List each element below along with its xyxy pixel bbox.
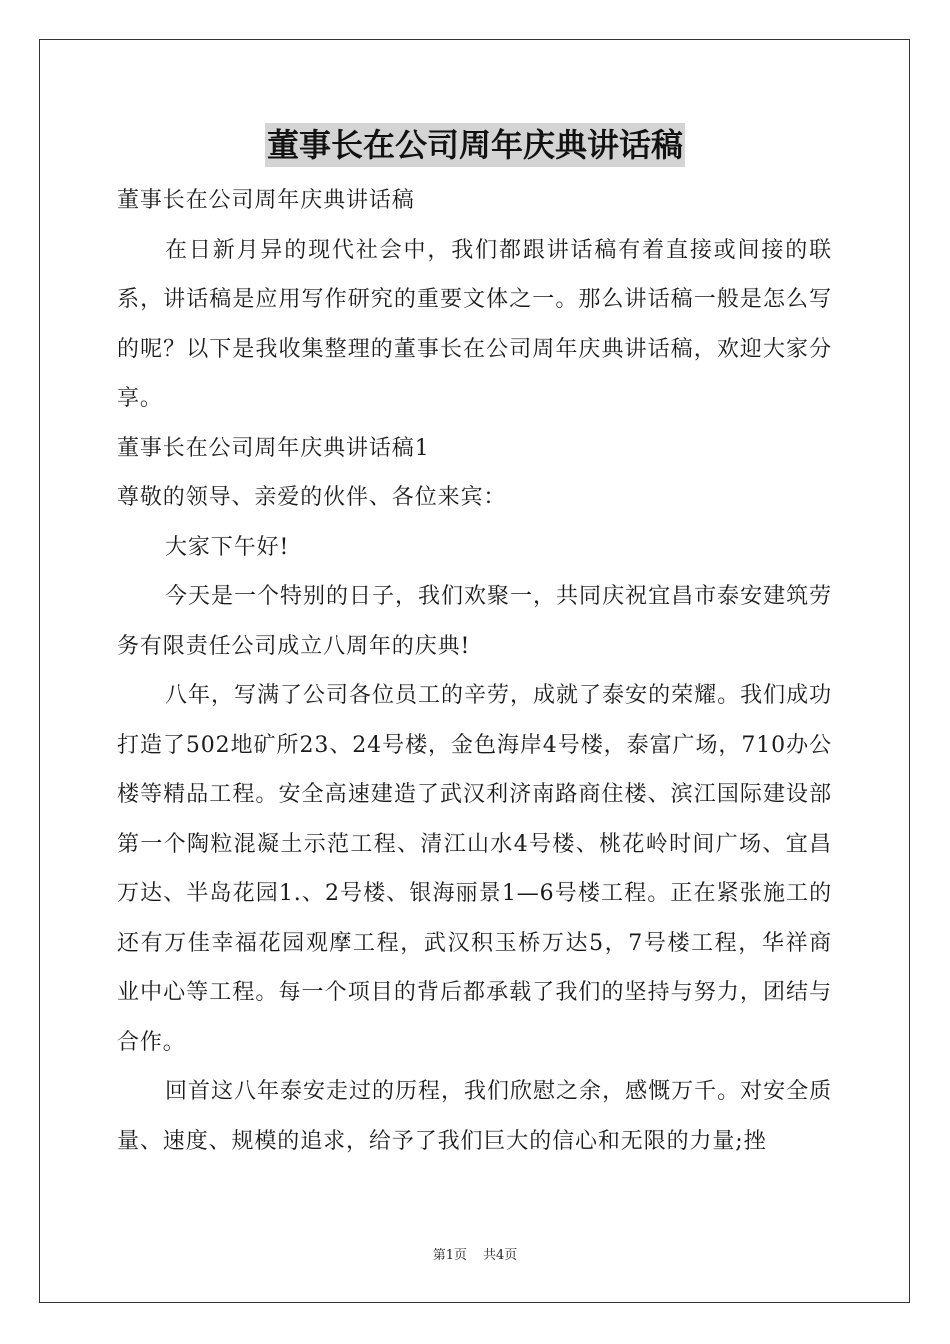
paragraph: 今天是一个特别的日子，我们欢聚一，共同庆祝宜昌市泰安建筑劳务有限责任公司成立八周年的庆典! bbox=[117, 584, 832, 659]
document-body bbox=[117, 176, 832, 1166]
paragraph: 大家下午好! bbox=[165, 534, 290, 560]
paragraph: 回首这八年泰安走过的历程，我们欣慰之余，感慨万千。对安全质量、速度、规模的追求，给予了我们巨大的信心和无限的力量;挫 bbox=[117, 1079, 832, 1154]
paragraph: 董事长在公司周年庆典讲话稿1 bbox=[117, 435, 430, 461]
page-footer bbox=[0, 1247, 950, 1265]
page-number-current: 第1页 bbox=[432, 1248, 467, 1263]
title-wrap bbox=[0, 123, 950, 167]
paragraph: 尊敬的领导、亲爱的伙伴、各位来宾： bbox=[117, 485, 507, 510]
page-number-total: 共4页 bbox=[483, 1248, 518, 1263]
document-title: 董事长在公司周年庆典讲话稿 bbox=[265, 123, 685, 167]
paragraph: 八年，写满了公司各位员工的辛劳，成就了泰安的荣耀。我们成功打造了502地矿所23、24号楼，金色海岸4号楼，泰富广场，710办公楼等精品工程。安全高速建造了武汉利济南路商住楼、滨江国际建设部第一个陶粒混凝土示范工程、清江山水4号楼、桃花岭时间广场、宜昌万达、半岛花园1.、2号楼、银海丽景1—6号楼工程。正在紧张施工的还有万佳幸福花园观摩工程，武汉积玉桥万达5，7号楼工程，华祥商业中心等工程。每一个项目的背后都承载了我们的坚持与努力，团结与合作。 bbox=[117, 683, 832, 1055]
paragraph: 在日新月异的现代社会中，我们都跟讲话稿有着直接或间接的联系，讲话稿是应用写作研究的重要文体之一。那么讲话稿一般是怎么写的呢？以下是我收集整理的董事长在公司周年庆典讲话稿，欢迎大家分享。 bbox=[117, 237, 832, 411]
paragraph: 董事长在公司周年庆典讲话稿 bbox=[117, 188, 415, 213]
